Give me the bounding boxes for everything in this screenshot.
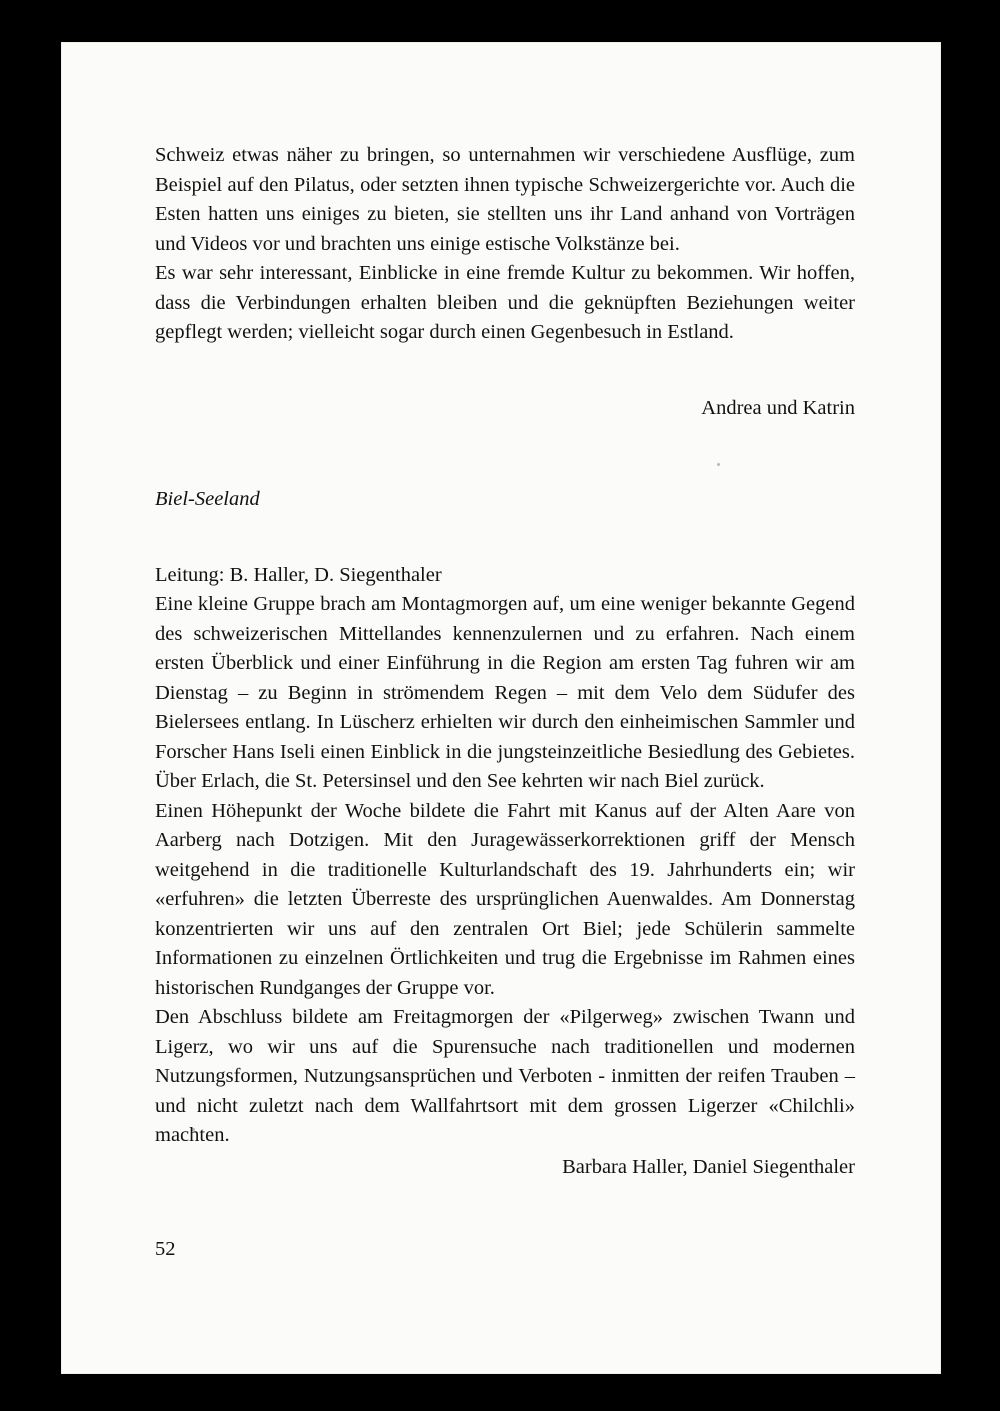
body-block — [155, 590, 855, 1151]
paragraph-body-2: Einen Höhepunkt der Woche bildete die Fahrt mit Kanus auf der Alten Aare von Aarberg nach Dotzigen. Mit den Juragewässerkorrektionen griff der Mensch weitgehend in die traditionelle Kulturlandschaft des 19. Jahrhunderts ein; wir «erfuhren» die letzten Überreste des ursprünglichen Auenwaldes. Am Donnerstag konzentrierten wir uns auf den zentralen Ort Biel; jede Schülerin sammelte Informationen zu einzelnen Örtlichkeiten und trug die Ergebnisse im Rahmen eines historischen Rundganges der Gruppe vor. — [155, 799, 855, 999]
page-number: 52 — [155, 1238, 176, 1260]
paragraph-intro-2: Es war sehr interessant, Einblicke in eine fremde Kultur zu bekommen. Wir hoffen, dass die Verbindungen erhalten bleiben und die geknüpften Beziehungen weiter gepflegt werden; vielleicht sogar durch einen Gegenbesuch in Estland. — [155, 262, 855, 343]
signature-top: Andrea und Katrin — [701, 396, 855, 419]
page-body — [155, 141, 855, 1182]
paragraph-body-1: Eine kleine Gruppe brach am Montagmorgen auf, um eine weniger bekannte Gegend des schweizerischen Mittellandes kennenzulernen und zu erfahren. Nach einem ersten Überblick und einer Einführung in die Region am ersten Tag fuhren wir am Dienstag – zu Beginn in strömendem Regen – mit dem Velo dem Südufer des Bielersees entlang. In Lüscherz erhielten wir durch den einheimischen Sammler und Forscher Hans Iseli einen Einblick in die jungsteinzeitliche Besiedlung des Gebietes. Über Erlach, die St. Petersinsel und den See kehrten wir nach Biel zurück. — [155, 593, 855, 792]
leading-line: Leitung: B. Haller, D. Siegenthaler — [155, 563, 442, 586]
section-heading: Biel-Seeland — [155, 488, 260, 510]
scanned-page — [62, 43, 940, 1373]
paragraph-intro-1: Schweiz etwas näher zu bringen, so unternahmen wir verschiedene Ausflüge, zum Beispiel auf den Pilatus, oder setzten ihnen typische Schweizergerichte vor. Auch die Esten hatten uns einiges zu bieten, sie stellten uns ihr Land anhand von Vorträgen und Videos vor und brachten uns einige estische Volkstänze bei. — [155, 144, 855, 255]
paragraph-body-3: Den Abschluss bildete am Freitagmorgen der «Pilgerweg» zwischen Twann und Ligerz, wo wir uns auf die Spurensuche nach traditionellen und modernen Nutzungsformen, Nutzungsansprüchen und Verboten - inmitten der reifen Trauben – und nicht zuletzt nach dem Wallfahrtsort mit dem grossen Ligerzer «Chilchli» machten. — [155, 1006, 855, 1146]
signature-bottom: Barbara Haller, Daniel Siegenthaler — [562, 1155, 855, 1178]
